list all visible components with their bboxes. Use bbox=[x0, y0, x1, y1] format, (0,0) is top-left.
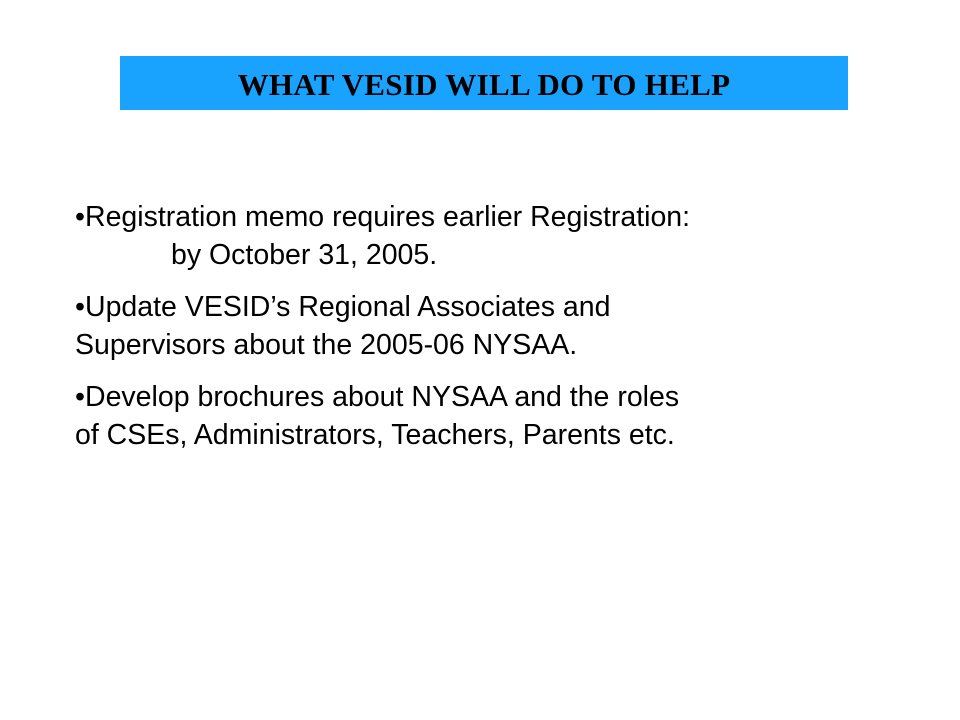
title-banner bbox=[120, 56, 848, 110]
bullet-text: Develop brochures about NYSAA and the roles bbox=[84, 381, 680, 413]
bullet-text: Update VESID’s Regional Associates and bbox=[84, 291, 611, 323]
bullet-line bbox=[75, 288, 895, 326]
bullet-item-update bbox=[75, 288, 895, 364]
bullet-continuation: of CSEs, Administrators, Teachers, Parents etc. bbox=[75, 419, 675, 451]
bullet-marker: • bbox=[75, 201, 85, 233]
bullet-list bbox=[75, 198, 895, 468]
bullet-continuation: Supervisors about the 2005-06 NYSAA. bbox=[75, 329, 578, 361]
bullet-text: Registration memo requires earlier Registration: bbox=[84, 201, 691, 233]
bullet-line bbox=[75, 378, 895, 416]
bullet-item-registration bbox=[75, 198, 895, 274]
bullet-marker: • bbox=[75, 381, 85, 413]
bullet-line bbox=[75, 198, 895, 236]
slide-title: WHAT VESID WILL DO TO HELP bbox=[237, 67, 731, 102]
bullet-continuation: by October 31, 2005. bbox=[171, 239, 438, 271]
bullet-marker: • bbox=[75, 291, 85, 323]
bullet-item-brochures bbox=[75, 378, 895, 454]
